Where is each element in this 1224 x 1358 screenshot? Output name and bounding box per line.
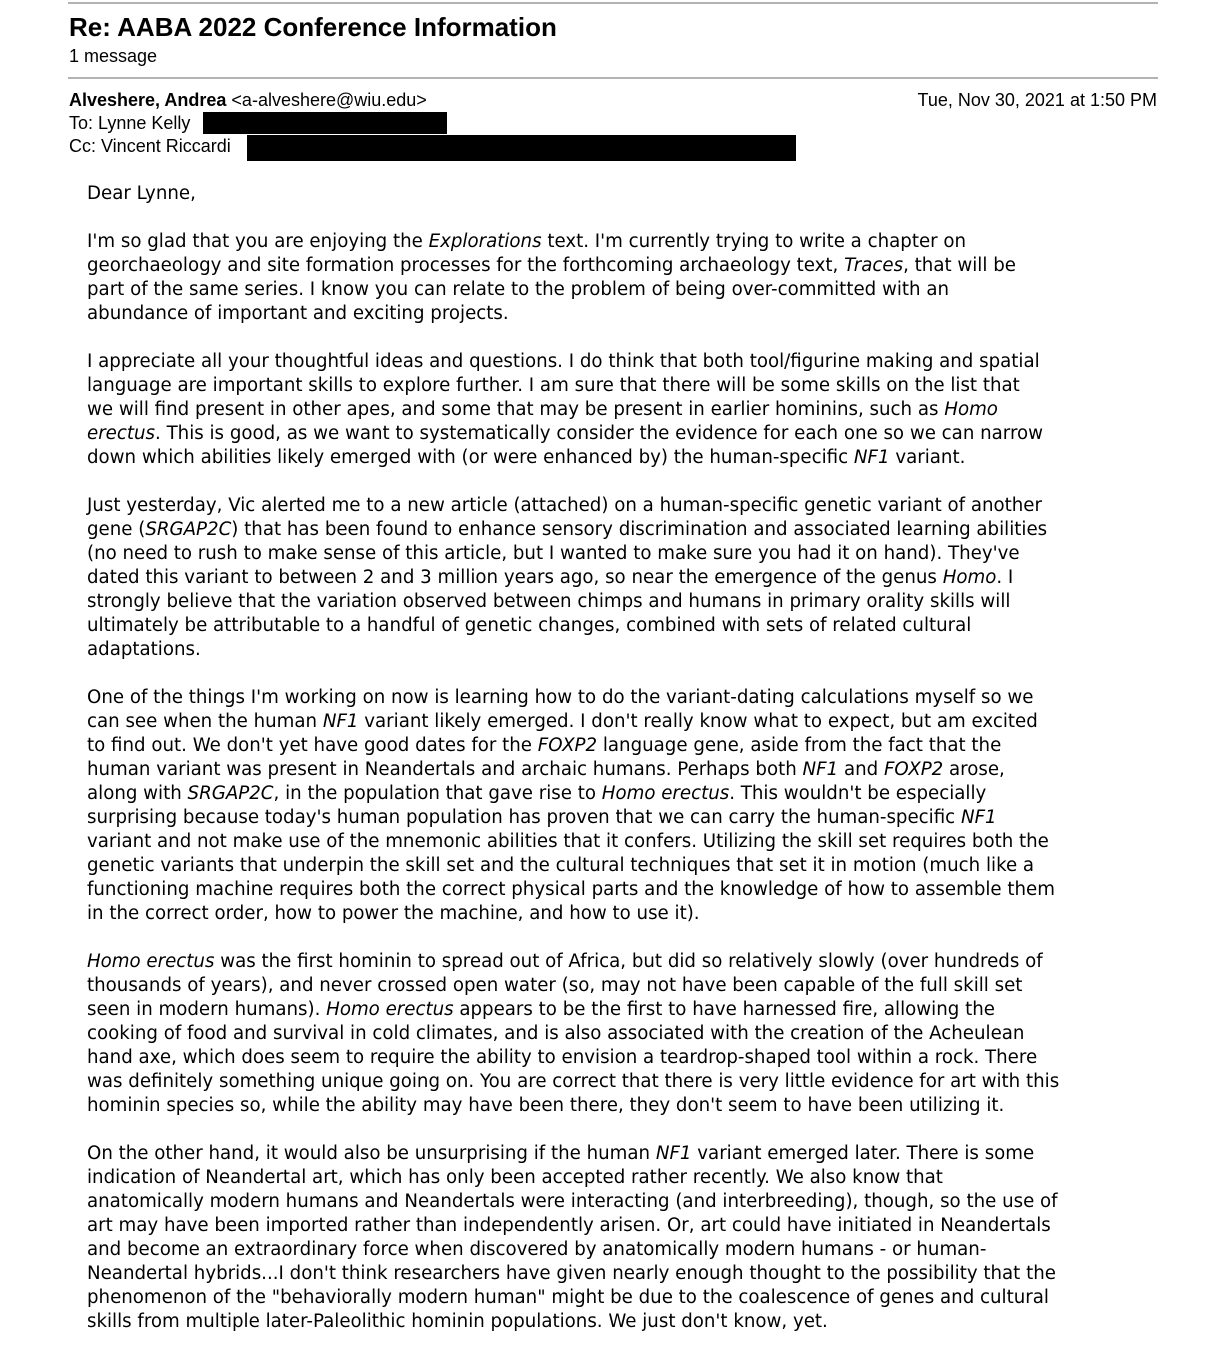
text-run: was definitely something unique going on. You are correct that there is very little evidence for art with this bbox=[87, 1071, 1060, 1092]
text-run: in the correct order, how to power the machine, and how to use it). bbox=[87, 903, 700, 924]
italic-term: Homo bbox=[944, 399, 998, 420]
text-run: variant. bbox=[889, 447, 966, 468]
italic-term: FOXP2 bbox=[883, 759, 944, 780]
body-line bbox=[87, 1214, 1147, 1238]
text-run: surprising because today's human population has proven that we can carry the human-specific bbox=[87, 807, 961, 828]
greeting: Dear Lynne, bbox=[87, 183, 196, 204]
email-subject: Re: AABA 2022 Conference Information bbox=[69, 12, 557, 42]
text-run: language are important skills to explore further. I am sure that there will be some skills on the list that bbox=[87, 375, 1020, 396]
body-line bbox=[87, 998, 1147, 1022]
italic-term: FOXP2 bbox=[537, 735, 598, 756]
body-line bbox=[87, 398, 1147, 422]
email-body bbox=[87, 182, 1147, 1358]
text-run: and bbox=[838, 759, 884, 780]
body-paragraph bbox=[87, 350, 1147, 470]
body-line bbox=[87, 1310, 1147, 1334]
text-run: Just yesterday, Vic alerted me to a new article (attached) on a human-specific genetic variant of another bbox=[87, 495, 1042, 516]
sender-email: <a-alveshere@wiu.edu> bbox=[231, 90, 427, 110]
body-line bbox=[87, 1070, 1147, 1094]
text-run: we will find present in other apes, and some that may be present in earlier hominins, such as bbox=[87, 399, 945, 420]
italic-term: NF1 bbox=[802, 759, 839, 780]
text-run: variant likely emerged. I don't really know what to expect, but am excited bbox=[358, 711, 1038, 732]
text-run: One of the things I'm working on now is learning how to do the variant-dating calculations myself so we bbox=[87, 687, 1034, 708]
body-line bbox=[87, 950, 1147, 974]
body-line bbox=[87, 254, 1147, 278]
redaction-bar-cc bbox=[247, 135, 796, 161]
body-line bbox=[87, 590, 1147, 614]
text-run: , in the population that gave rise to bbox=[273, 783, 602, 804]
cc-line: Cc: Vincent Riccardi bbox=[69, 136, 231, 156]
body-line bbox=[87, 1190, 1147, 1214]
body-line bbox=[87, 806, 1147, 830]
body-line bbox=[87, 974, 1147, 998]
body-paragraph bbox=[87, 950, 1147, 1118]
text-run: (no need to rush to make sense of this article, but I wanted to make sure you had it on hand). They've bbox=[87, 543, 1020, 564]
text-run: On the other hand, it would also be unsurprising if the human bbox=[87, 1143, 656, 1164]
message-count: 1 message bbox=[69, 46, 158, 66]
italic-term: NF1 bbox=[655, 1143, 692, 1164]
text-run: art may have been imported rather than independently arisen. Or, art could have initiated in Neandertals bbox=[87, 1215, 1051, 1236]
body-line bbox=[87, 734, 1147, 758]
text-run: adaptations. bbox=[87, 639, 201, 660]
text-run: anatomically modern humans and Neandertals were interacting (and interbreeding), though, so the use of bbox=[87, 1191, 1058, 1212]
body-line bbox=[87, 854, 1147, 878]
text-run: arose, bbox=[943, 759, 1005, 780]
text-run: indication of Neandertal art, which has only been accepted rather recently. We also know that bbox=[87, 1167, 943, 1188]
body-paragraphs bbox=[87, 230, 1147, 1334]
text-run: I appreciate all your thoughtful ideas and questions. I do think that both tool/figurine making and spatial bbox=[87, 351, 1040, 372]
text-run: phenomenon of the "behaviorally modern human" might be due to the coalescence of genes and cultural bbox=[87, 1287, 1049, 1308]
body-line bbox=[87, 686, 1147, 710]
text-run: ) that has been found to enhance sensory discrimination and associated learning abilities bbox=[231, 519, 1048, 540]
text-run: along with bbox=[87, 783, 188, 804]
body-line bbox=[87, 878, 1147, 902]
sender-name: Alveshere, Andrea bbox=[69, 90, 227, 110]
body-line bbox=[87, 230, 1147, 254]
text-run: thousands of years), and never crossed open water (so, may not have been capable of the full skill set bbox=[87, 975, 1023, 996]
text-run: , that will be bbox=[903, 255, 1016, 276]
body-line bbox=[87, 782, 1147, 806]
body-paragraph bbox=[87, 686, 1147, 926]
body-line bbox=[87, 542, 1147, 566]
body-line bbox=[87, 566, 1147, 590]
text-run: strongly believe that the variation observed between chimps and humans in primary orality skills will bbox=[87, 591, 1011, 612]
body-line bbox=[87, 1142, 1147, 1166]
text-run: part of the same series. I know you can relate to the problem of being over-committed with an bbox=[87, 279, 950, 300]
body-line bbox=[87, 1238, 1147, 1262]
body-paragraph bbox=[87, 1142, 1147, 1334]
text-run: I'm so glad that you are enjoying the bbox=[87, 231, 429, 252]
text-run: genetic variants that underpin the skill set and the cultural techniques that set it in motion (much like a bbox=[87, 855, 1035, 876]
italic-term: NF1 bbox=[960, 807, 997, 828]
text-run: Neandertal hybrids...I don't think researchers have given nearly enough thought to the possibility that the bbox=[87, 1263, 1056, 1284]
text-run: variant and not make use of the mnemonic abilities that it confers. Utilizing the skill set requires both the bbox=[87, 831, 1049, 852]
text-run: seen in modern humans). bbox=[87, 999, 327, 1020]
text-run: functioning machine requires both the correct physical parts and the knowledge of how to assemble them bbox=[87, 879, 1055, 900]
text-run: gene ( bbox=[87, 519, 146, 540]
body-line bbox=[87, 518, 1147, 542]
body-line bbox=[87, 614, 1147, 638]
body-line bbox=[87, 278, 1147, 302]
italic-term: erectus bbox=[87, 423, 155, 444]
body-line bbox=[87, 302, 1147, 326]
italic-term: Homo erectus bbox=[326, 999, 454, 1020]
body-line bbox=[87, 374, 1147, 398]
italic-term: SRGAP2C bbox=[187, 783, 274, 804]
body-paragraph bbox=[87, 230, 1147, 326]
text-run: down which abilities likely emerged with (or were enhanced by) the human-specific bbox=[87, 447, 854, 468]
body-line bbox=[87, 830, 1147, 854]
redaction-bar-to bbox=[203, 112, 447, 134]
italic-term: Homo erectus bbox=[601, 783, 730, 804]
text-run: ultimately be attributable to a handful of genetic changes, combined with sets of related cultural bbox=[87, 615, 972, 636]
body-line bbox=[87, 1286, 1147, 1310]
body-line bbox=[87, 422, 1147, 446]
italic-term: SRGAP2C bbox=[145, 519, 232, 540]
text-run: appears to be the first to have harnessed fire, allowing the bbox=[453, 999, 995, 1020]
body-line bbox=[87, 710, 1147, 734]
email-date: Tue, Nov 30, 2021 at 1:50 PM bbox=[917, 90, 1157, 110]
body-line bbox=[87, 446, 1147, 470]
text-run: variant emerged later. There is some bbox=[691, 1143, 1035, 1164]
text-run: georchaeology and site formation processes for the forthcoming archaeology text, bbox=[87, 255, 845, 276]
text-run: . This is good, as we want to systematically consider the evidence for each one so we can narrow bbox=[155, 423, 1044, 444]
body-line bbox=[87, 350, 1147, 374]
italic-term: NF1 bbox=[853, 447, 890, 468]
body-line bbox=[87, 902, 1147, 926]
text-run: abundance of important and exciting projects. bbox=[87, 303, 509, 324]
header-divider bbox=[68, 77, 1158, 79]
text-run: hominin species so, while the ability may have been there, they don't seem to have been utilizing it. bbox=[87, 1095, 1005, 1116]
body-line bbox=[87, 1262, 1147, 1286]
text-run: hand axe, which does seem to require the ability to envision a teardrop-shaped tool within a rock. There bbox=[87, 1047, 1038, 1068]
text-run: can see when the human bbox=[87, 711, 323, 732]
body-line bbox=[87, 758, 1147, 782]
body-line bbox=[87, 1094, 1147, 1118]
body-line bbox=[87, 1166, 1147, 1190]
italic-term: Homo bbox=[942, 567, 997, 588]
text-run: . I bbox=[996, 567, 1014, 588]
body-line bbox=[87, 1022, 1147, 1046]
top-divider bbox=[68, 2, 1158, 4]
text-run: dated this variant to between 2 and 3 million years ago, so near the emergence of the genus bbox=[87, 567, 943, 588]
body-line bbox=[87, 638, 1147, 662]
italic-term: Homo erectus bbox=[87, 951, 215, 972]
body-line bbox=[87, 494, 1147, 518]
body-paragraph bbox=[87, 494, 1147, 662]
text-run: skills from multiple later-Paleolithic hominin populations. We just don't know, yet. bbox=[87, 1311, 828, 1332]
sender-line bbox=[69, 89, 427, 112]
text-run: human variant was present in Neandertals and archaic humans. Perhaps both bbox=[87, 759, 803, 780]
text-run: text. I'm currently trying to write a chapter on bbox=[541, 231, 967, 252]
body-line bbox=[87, 1046, 1147, 1070]
italic-term: Traces bbox=[844, 255, 904, 276]
text-run: . This wouldn't be especially bbox=[729, 783, 987, 804]
text-run: cooking of food and survival in cold climates, and is also associated with the creation of the Acheulean bbox=[87, 1023, 1025, 1044]
text-run: language gene, aside from the fact that the bbox=[597, 735, 1002, 756]
text-run: to find out. We don't yet have good dates for the bbox=[87, 735, 538, 756]
italic-term: NF1 bbox=[322, 711, 359, 732]
to-line: To: Lynne Kelly bbox=[69, 113, 191, 133]
text-run: and become an extraordinary force when discovered by anatomically modern humans - or human- bbox=[87, 1239, 987, 1260]
italic-term: Explorations bbox=[428, 231, 542, 252]
text-run: was the first hominin to spread out of Africa, but did so relatively slowly (over hundreds of bbox=[214, 951, 1043, 972]
